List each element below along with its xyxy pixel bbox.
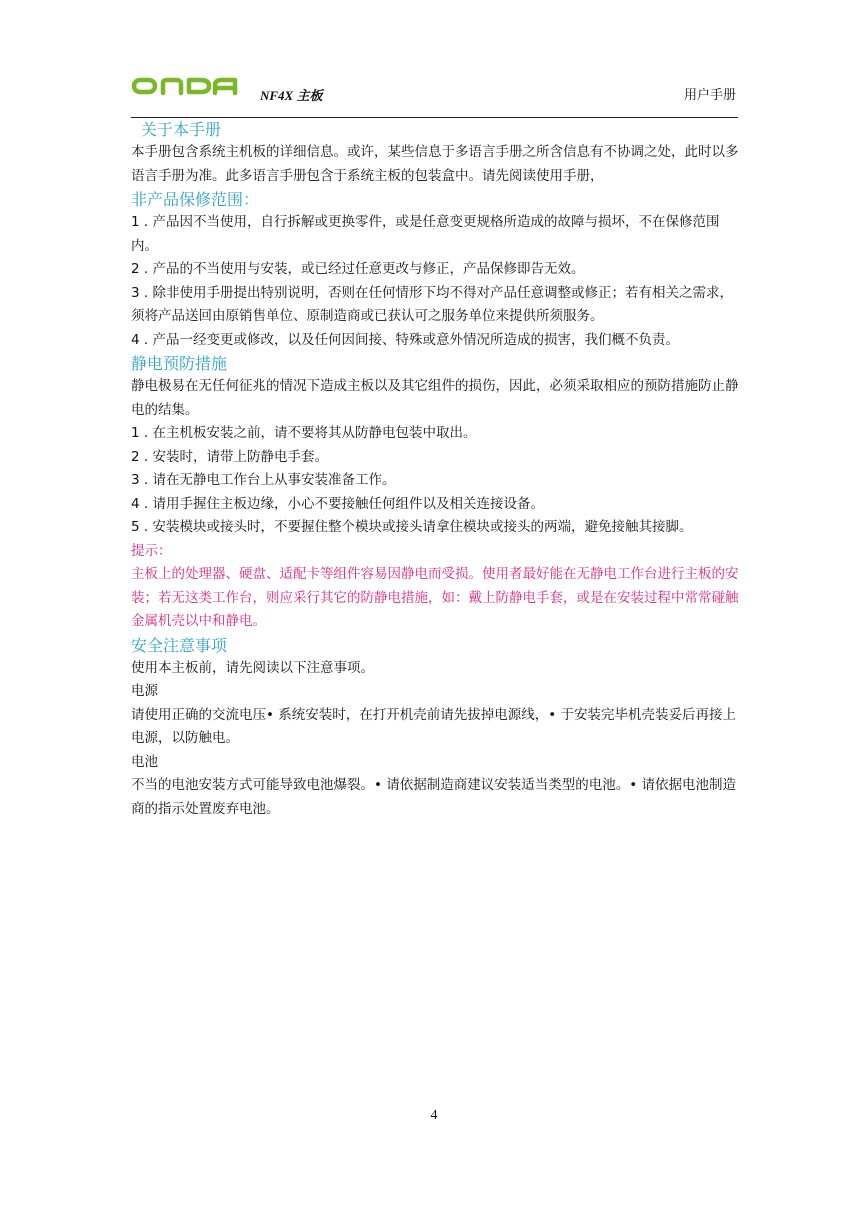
- warranty-title: 非产品保修范围：: [131, 190, 260, 209]
- esd-item-3: 3 . 请在无静电工作台上从事安装准备工作。: [131, 472, 396, 488]
- power-heading: 电源: [131, 683, 158, 699]
- warranty-item-1: 1 . 产品因不当使用，自行拆解或更换零件，或是任意变更规格所造成的故障与损坏，不在保修范围内。: [131, 214, 720, 254]
- page-header: [131, 70, 738, 120]
- esd-item-5: 5 . 安装模块或接头时，不要握住整个模块或接头请拿住模块或接头的两端，避免接触其接脚。: [131, 519, 693, 535]
- tip-label: 提示：: [131, 542, 172, 559]
- power-text: 请使用正确的交流电压• 系统安装时，在打开机壳前请先拔掉电源线，• 于安装完毕机壳装妥后再接上电源，以防触电。: [131, 706, 737, 746]
- model-label: NF4X 主板: [260, 88, 323, 103]
- esd-item-2: 2 . 安装时，请带上防静电手套。: [131, 448, 328, 465]
- page-number: 4: [430, 1108, 438, 1123]
- manual-label: 用户手册: [683, 88, 736, 103]
- warranty-item-4: 4 . 产品一经变更或修改，以及任何因间接、特殊或意外情况所造成的损害，我们概不负责。: [131, 331, 679, 348]
- about-title: 关于本手册: [141, 120, 222, 139]
- warranty-item-2: 2 . 产品的不当使用与安装，或已经过任意更改与修正，产品保修即告无效。: [131, 261, 585, 277]
- battery-text: 不当的电池安装方式可能导致电池爆裂。• 请依据制造商建议安装适当类型的电池。• 请依据电池制造商的指示处置废弃电池。: [131, 777, 737, 817]
- esd-item-4: 4 . 请用手握住主板边缘，小心不要接触任何组件以及相关连接设备。: [131, 495, 544, 512]
- tip-text: 主板上的处理器、硬盘、适配卡等组件容易因静电而受损。使用者最好能在无静电工作台进行主板的安装；若无这类工作台，则应采行其它的防静电措施，如：戴上防静电手套，或是在安装过程中常常碰触金属机壳以中和静电。: [131, 566, 739, 629]
- about-paragraph: 本手册包含系统主机板的详细信息。或许，某些信息于多语言手册之所含信息有不协调之处，此时以多语言手册为准。此多语言手册包含于系统主板的包装盒中。请先阅读使用手册，: [131, 144, 739, 184]
- page-content: [131, 118, 739, 821]
- esd-paragraph: 静电极易在无任何征兆的情况下造成主板以及其它组件的损伤，因此，必须采取相应的预防措施防止静电的结集。: [131, 378, 739, 418]
- safety-title: 安全注意事项: [131, 635, 228, 655]
- esd-item-1: 1 . 在主机板安装之前，请不要将其从防静电包装中取出。: [131, 425, 477, 441]
- battery-heading: 电池: [131, 753, 158, 770]
- onda-logo: [131, 76, 239, 96]
- safety-intro: 使用本主板前，请先阅读以下注意事项。: [131, 659, 374, 676]
- warranty-item-3: 3 . 除非使用手册提出特别说明，否则在任何情形下均不得对产品任意调整或修正；若有相关之需求，须将产品送回由原销售单位、原制造商或已获认可之服务单位来提供所须服务。: [131, 284, 733, 324]
- esd-title: 静电预防措施: [131, 354, 228, 373]
